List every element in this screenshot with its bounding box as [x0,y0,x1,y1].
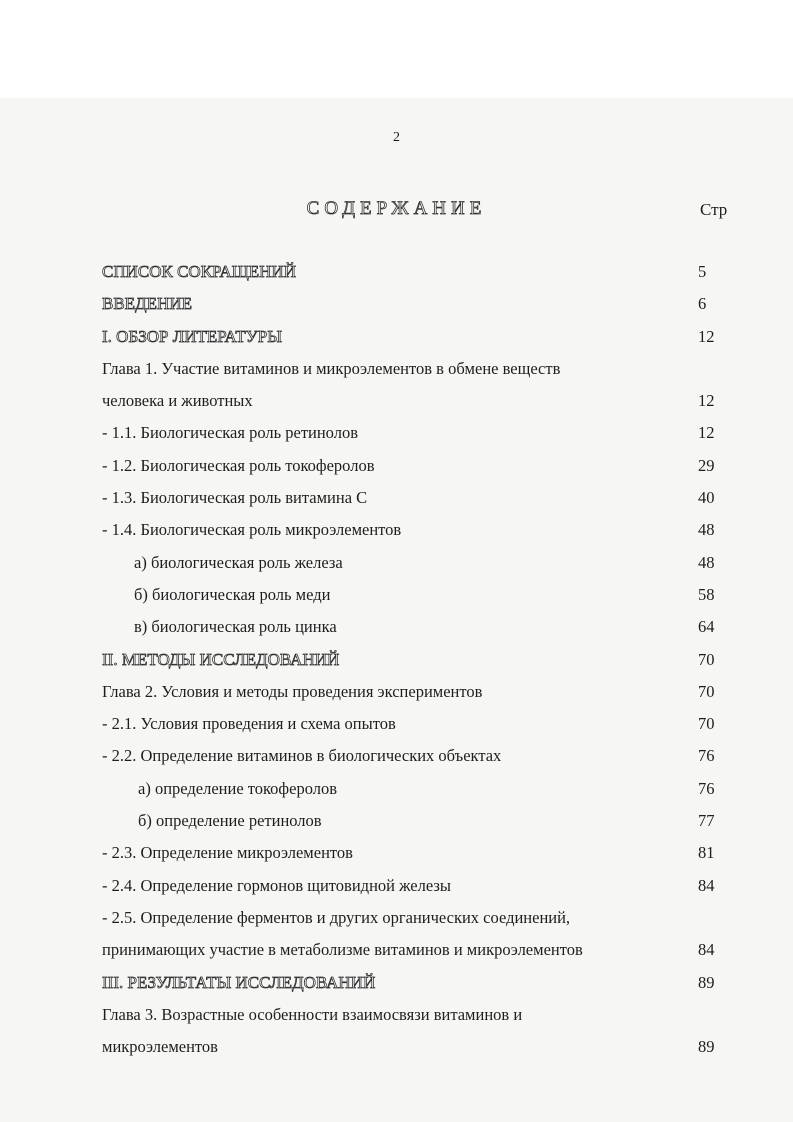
toc-entry-title: Глава 2. Условия и методы проведения экспериментов [102,681,483,701]
toc-entry-title: принимающих участие в метаболизме витаминов и микроэлементов [102,940,583,960]
toc-entry-page: 64 [698,617,715,637]
toc-entry-1-4-a [102,547,732,579]
toc-heading: СОДЕРЖАНИЕ [306,198,487,219]
toc-entry-2-1 [102,708,732,740]
page-number: 2 [393,130,400,145]
toc-entry-page: 89 [698,972,715,992]
toc-entry-1-2 [102,450,732,482]
toc-entry-2-2-a [102,773,732,805]
toc-entry-1-1 [102,417,732,449]
toc-entry-chapter-3-cont [102,1031,732,1063]
toc-entry-page: 70 [698,681,715,701]
toc-entry-page: 6 [698,294,707,314]
toc-entry-page: 77 [698,811,715,831]
toc-entry-page: 84 [698,875,715,895]
toc-entry-title: а) определение токоферолов [138,778,338,798]
toc-entry-2-5 [102,902,732,934]
toc-entry-1-4-b [102,579,732,611]
toc-entry-title: Глава 1. Участие витаминов и микроэлементов в обмене веществ [102,358,561,378]
toc-entry-title: II. МЕТОДЫ ИССЛЕДОВАНИЙ [102,649,340,669]
toc-entry-2-2 [102,740,732,772]
toc-entry-page: 29 [698,455,715,475]
toc-entry-page: 89 [698,1037,715,1057]
toc-entry-page: 48 [698,552,715,572]
toc-entry-page: 12 [698,391,715,411]
toc-entry-abbreviations [102,256,732,288]
toc-entry-page: 12 [698,326,715,346]
table-of-contents [102,256,732,1063]
toc-entry-title: б) биологическая роль меди [134,584,331,604]
toc-entry-title: микроэлементов [102,1037,218,1057]
toc-entry-title: а) биологическая роль железа [134,552,343,572]
toc-entry-chapter-1-cont [102,385,732,417]
toc-entry-title: - 1.1. Биологическая роль ретинолов [102,423,358,443]
toc-entry-title: ВВЕДЕНИЕ [102,294,192,314]
toc-entry-page: 76 [698,778,715,798]
toc-entry-chapter-3 [102,999,732,1031]
toc-entry-page: 84 [698,940,715,960]
toc-entry-title: - 1.4. Биологическая роль микроэлементов [102,520,402,540]
toc-entry-title: в) биологическая роль цинка [134,617,337,637]
toc-entry-page: 48 [698,520,715,540]
toc-entry-part-2 [102,644,732,676]
toc-entry-chapter-1 [102,353,732,385]
toc-entry-chapter-2 [102,676,732,708]
toc-entry-2-2-b [102,805,732,837]
toc-entry-introduction [102,288,732,320]
toc-entry-1-4 [102,514,732,546]
toc-entry-title: - 2.1. Условия проведения и схема опытов [102,714,396,734]
toc-entry-1-3 [102,482,732,514]
page-column-label: Стр [700,200,728,219]
toc-entry-title: - 2.3. Определение микроэлементов [102,843,353,863]
toc-entry-title: I. ОБЗОР ЛИТЕРАТУРЫ [102,326,283,346]
toc-entry-title: - 1.3. Биологическая роль витамина С [102,488,368,508]
toc-entry-2-4 [102,870,732,902]
toc-entry-title: человека и животных [102,391,253,411]
toc-entry-page: 5 [698,262,707,281]
toc-entry-title: Глава 3. Возрастные особенности взаимосвязи витаминов и [102,1004,523,1024]
toc-entry-1-4-c [102,611,732,643]
toc-entry-title: - 2.2. Определение витаминов в биологических объектах [102,746,502,766]
toc-entry-title: - 2.4. Определение гормонов щитовидной железы [102,875,451,895]
toc-entry-title: - 1.2. Биологическая роль токоферолов [102,455,375,475]
toc-entry-part-3 [102,967,732,999]
toc-entry-page: 76 [698,746,715,766]
toc-entry-title: - 2.5. Определение ферментов и других органических соединений, [102,907,571,927]
toc-entry-part-1 [102,321,732,353]
toc-entry-page: 12 [698,423,715,443]
toc-entry-2-5-cont [102,934,732,966]
toc-entry-page: 70 [698,714,715,734]
toc-entry-page: 58 [698,584,715,604]
toc-entry-page: 40 [698,488,715,508]
toc-entry-title: СПИСОК СОКРАЩЕНИЙ [102,262,296,281]
toc-entry-title: б) определение ретинолов [138,811,322,831]
toc-entry-title: III. РЕЗУЛЬТАТЫ ИССЛЕДОВАНИЙ [102,972,376,992]
toc-entry-2-3 [102,837,732,869]
toc-entry-page: 81 [698,843,715,863]
toc-entry-page: 70 [698,649,715,669]
